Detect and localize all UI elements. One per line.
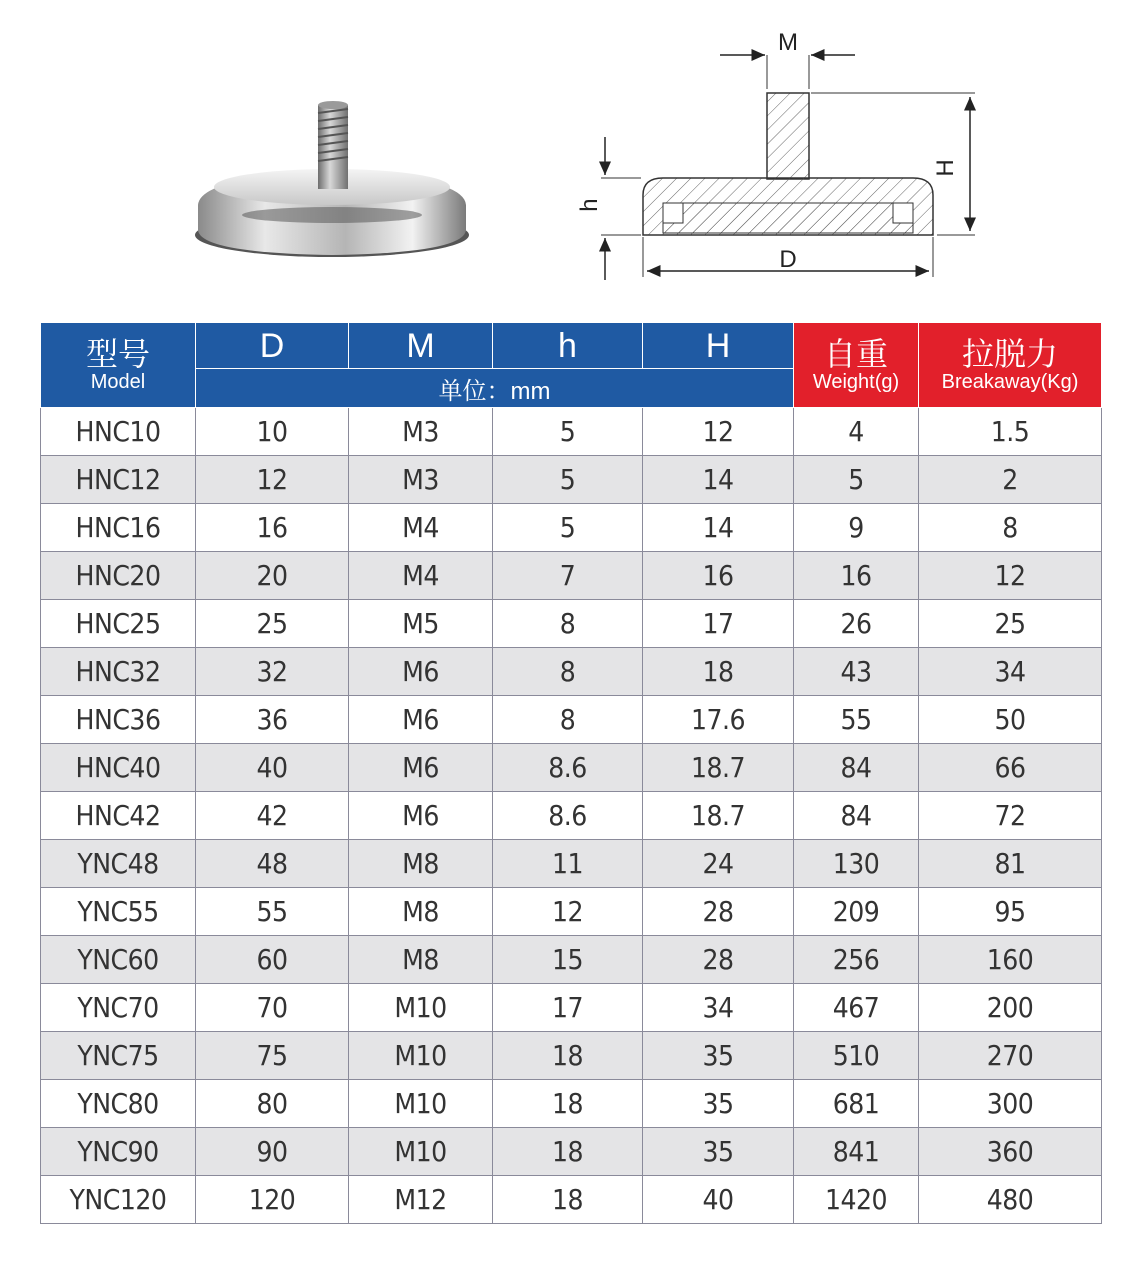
header-M: M [349,323,493,369]
cell-h-total: 18 [643,648,794,696]
cell-m: M10 [349,1032,493,1080]
cell-d: 42 [196,792,349,840]
header-H: H [643,323,794,369]
cell-model: HNC12 [41,456,196,504]
cell-h-small: 18 [493,1032,643,1080]
cell-h-small: 5 [493,504,643,552]
cell-model: HNC40 [41,744,196,792]
cell-h-total: 17 [643,600,794,648]
header-breakaway [919,323,1102,408]
cell-h-small: 18 [493,1176,643,1224]
cell-model: YNC120 [41,1176,196,1224]
cell-h-total: 35 [643,1128,794,1176]
cell-m: M5 [349,600,493,648]
cell-d: 40 [196,744,349,792]
table-row [41,504,1102,552]
cell-weight: 43 [794,648,919,696]
header-weight-cn: 自重 [823,336,888,372]
cell-model: HNC36 [41,696,196,744]
cell-h-small: 8 [493,648,643,696]
cell-weight: 26 [794,600,919,648]
cell-model: HNC25 [41,600,196,648]
cell-weight: 4 [794,408,919,456]
cell-h-total: 28 [643,936,794,984]
cell-d: 48 [196,840,349,888]
header-model-en: Model [90,371,146,393]
cell-d: 90 [196,1128,349,1176]
cell-breakaway: 160 [919,936,1102,984]
cell-breakaway: 34 [919,648,1102,696]
cell-breakaway: 25 [919,600,1102,648]
cell-h-total: 18.7 [643,744,794,792]
cell-model: HNC42 [41,792,196,840]
header-model [41,323,196,408]
cell-d: 36 [196,696,349,744]
cell-breakaway: 50 [919,696,1102,744]
cell-h-small: 5 [493,456,643,504]
cell-breakaway: 200 [919,984,1102,1032]
cell-h-small: 8.6 [493,744,643,792]
cell-m: M3 [349,408,493,456]
cell-h-small: 18 [493,1080,643,1128]
cell-h-small: 18 [493,1128,643,1176]
header-weight [794,323,919,408]
cell-model: YNC90 [41,1128,196,1176]
cell-h-total: 18.7 [643,792,794,840]
cell-m: M10 [349,1080,493,1128]
header-D: D [196,323,349,369]
cell-weight: 55 [794,696,919,744]
cell-m: M4 [349,552,493,600]
cell-h-total: 35 [643,1032,794,1080]
cell-d: 12 [196,456,349,504]
cell-model: HNC32 [41,648,196,696]
cell-weight: 467 [794,984,919,1032]
cell-h-small: 5 [493,408,643,456]
header-breakaway-en: Breakaway(Kg) [941,371,1079,393]
table-row [41,792,1102,840]
cell-h-small: 7 [493,552,643,600]
cell-m: M8 [349,888,493,936]
cell-model: HNC20 [41,552,196,600]
cell-h-small: 8 [493,600,643,648]
cell-h-small: 8.6 [493,792,643,840]
cell-model: YNC75 [41,1032,196,1080]
diagram-label-D: D [779,246,797,273]
header-h: h [493,323,643,369]
cell-breakaway: 66 [919,744,1102,792]
cell-d: 75 [196,1032,349,1080]
cell-h-total: 28 [643,888,794,936]
cell-m: M12 [349,1176,493,1224]
cell-weight: 510 [794,1032,919,1080]
cell-weight: 9 [794,504,919,552]
diagram-label-H: H [932,159,959,177]
cell-model: YNC55 [41,888,196,936]
table-row [41,888,1102,936]
cell-weight: 681 [794,1080,919,1128]
table-row [41,984,1102,1032]
header-unit: 单位：mm [196,369,794,408]
cell-model: YNC60 [41,936,196,984]
cell-weight: 84 [794,744,919,792]
cell-h-small: 15 [493,936,643,984]
cell-d: 120 [196,1176,349,1224]
table-row [41,744,1102,792]
cell-breakaway: 300 [919,1080,1102,1128]
table-row [41,1032,1102,1080]
cell-m: M8 [349,936,493,984]
cell-weight: 1420 [794,1176,919,1224]
cell-m: M6 [349,648,493,696]
table-row [41,408,1102,456]
cell-breakaway: 2 [919,456,1102,504]
dimension-diagram [575,25,990,290]
cell-h-total: 16 [643,552,794,600]
cell-m: M10 [349,984,493,1032]
cell-weight: 256 [794,936,919,984]
cell-d: 25 [196,600,349,648]
cell-d: 60 [196,936,349,984]
cell-breakaway: 12 [919,552,1102,600]
cell-d: 55 [196,888,349,936]
cell-h-total: 34 [643,984,794,1032]
cell-weight: 209 [794,888,919,936]
cell-breakaway: 72 [919,792,1102,840]
cell-h-small: 12 [493,888,643,936]
cell-h-total: 14 [643,504,794,552]
cell-weight: 5 [794,456,919,504]
cell-m: M4 [349,504,493,552]
cell-model: HNC10 [41,408,196,456]
cell-weight: 130 [794,840,919,888]
cell-d: 70 [196,984,349,1032]
cell-breakaway: 1.5 [919,408,1102,456]
cell-h-small: 8 [493,696,643,744]
diagram-label-m: M [778,29,798,56]
cell-m: M3 [349,456,493,504]
cell-h-total: 35 [643,1080,794,1128]
table-row [41,936,1102,984]
header-breakaway-cn: 拉脱力 [961,336,1058,372]
cell-m: M6 [349,696,493,744]
cell-breakaway: 480 [919,1176,1102,1224]
magnet-product-photo [190,95,475,265]
table-row [41,600,1102,648]
diagram-label-h: h [576,198,603,212]
cell-breakaway: 95 [919,888,1102,936]
cell-breakaway: 8 [919,504,1102,552]
cell-weight: 84 [794,792,919,840]
cell-h-small: 17 [493,984,643,1032]
cell-m: M8 [349,840,493,888]
cell-weight: 841 [794,1128,919,1176]
table-row [41,1080,1102,1128]
cell-weight: 16 [794,552,919,600]
cell-d: 32 [196,648,349,696]
cell-model: YNC48 [41,840,196,888]
cell-model: YNC70 [41,984,196,1032]
table-row [41,840,1102,888]
cell-m: M10 [349,1128,493,1176]
table-row [41,456,1102,504]
table-row [41,1128,1102,1176]
cell-d: 16 [196,504,349,552]
cell-d: 80 [196,1080,349,1128]
spec-table [40,322,1102,1224]
cell-m: M6 [349,792,493,840]
cell-h-total: 14 [643,456,794,504]
header-model-cn: 型号 [85,336,150,372]
table-row [41,648,1102,696]
cell-h-small: 11 [493,840,643,888]
cell-m: M6 [349,744,493,792]
cell-h-total: 40 [643,1176,794,1224]
cell-breakaway: 81 [919,840,1102,888]
cell-h-total: 12 [643,408,794,456]
cell-d: 10 [196,408,349,456]
cell-h-total: 24 [643,840,794,888]
header-weight-en: Weight(g) [812,371,900,393]
cell-breakaway: 270 [919,1032,1102,1080]
table-row [41,1176,1102,1224]
cell-h-total: 17.6 [643,696,794,744]
cell-model: HNC16 [41,504,196,552]
cell-breakaway: 360 [919,1128,1102,1176]
table-row [41,696,1102,744]
spec-table-body [41,408,1102,1224]
cell-d: 20 [196,552,349,600]
cell-model: YNC80 [41,1080,196,1128]
table-row [41,552,1102,600]
